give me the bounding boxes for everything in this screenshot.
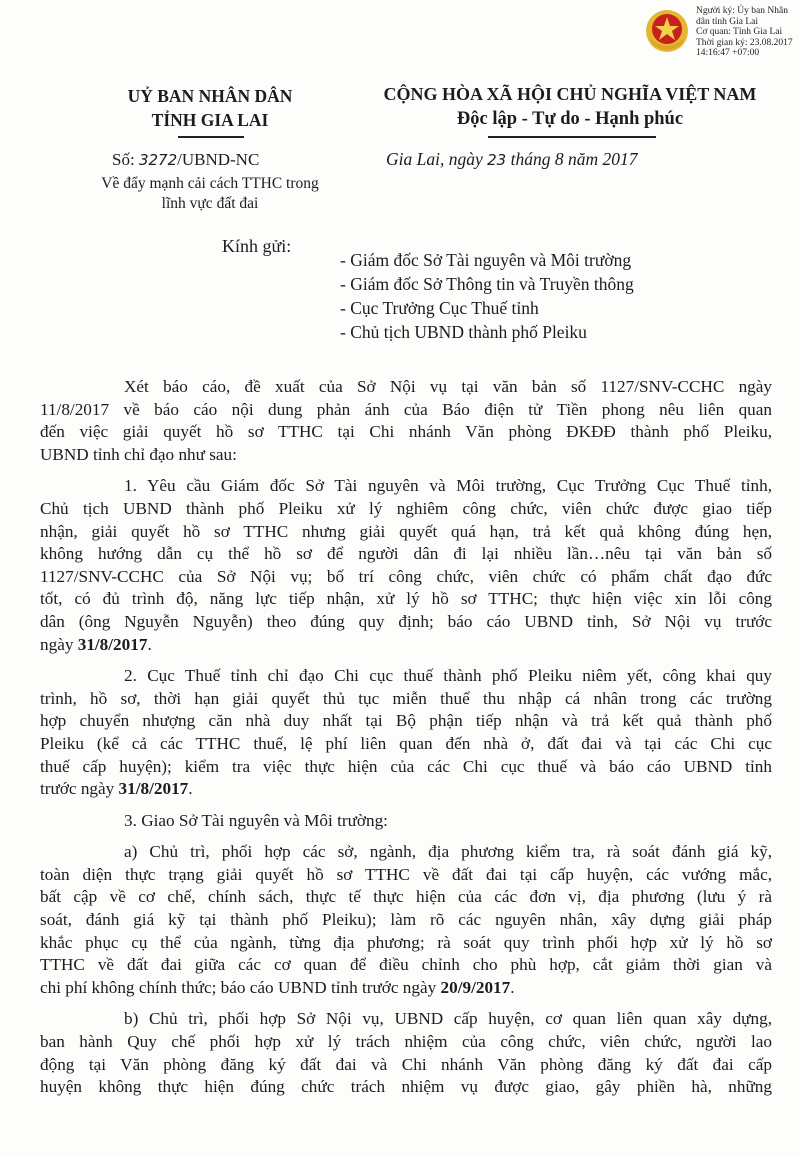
digital-signature-box [644, 6, 794, 66]
doc-number-handwritten: 3272 [138, 151, 178, 169]
nation-title: CỘNG HÒA XÃ HỘI CHỦ NGHĨA VIỆT NAM [383, 84, 757, 104]
body-line: 1127/SNV-CCHC của Sở Nội vụ; bố trí công chức, viên chức có phẩm chất đạo đức [40, 566, 772, 586]
signature-line: Cơ quan: Tỉnh Gia Lai [696, 27, 783, 37]
body-line: b) Chủ trì, phối hợp Sở Nội vụ, UBND cấp huyện, cơ quan liên quan xây dựng, [124, 1009, 772, 1029]
national-header [360, 82, 780, 132]
body-line: UBND tỉnh chỉ đạo như sau: [40, 444, 237, 464]
body-line: tốt, có đủ trình độ, năng lực tiếp nhận, xử lý hồ sơ TTHC; thực hiện việc xin lỗi công [40, 589, 772, 609]
body-line: soát, đánh giá kỹ tại thành phố Pleiku); làm rõ các nguyên nhân, xây dựng giải pháp [40, 910, 772, 930]
paragraph-3 [82, 810, 772, 833]
intro-paragraph [40, 376, 772, 466]
body-line: 11/8/2017 về báo cáo nội dung phản ánh của Báo điện tử Tiền phong nêu liên quan [40, 399, 772, 419]
body-line: ngày 31/8/2017. [40, 634, 152, 654]
paragraph-3a [40, 841, 772, 999]
body-line: a) Chủ trì, phối hợp các sở, ngành, địa phương kiểm tra, rà soát đánh giá kỹ, [124, 842, 772, 862]
paragraph-2 [40, 665, 772, 801]
body-line: 2. Cục Thuế tỉnh chỉ đạo Chi cục thuế thành phố Pleiku niêm yết, công khai quy [124, 666, 772, 686]
org-name-line2: TỈNH GIA LAI [151, 110, 269, 130]
body-line: TTHC về đất đai giữa các cơ quan để điều chỉnh cho phù hợp, cắt giảm thời gian và [40, 955, 772, 975]
body-line: Xét báo cáo, đề xuất của Sở Nội vụ tại văn bản số 1127/SNV-CCHC ngày [124, 377, 772, 396]
body-line: nhận, giải quyết hồ sơ TTHC nhưng giải quyết quá hạn, trả kết quả không đúng hẹn, [40, 521, 772, 541]
subject-line: Về đẩy mạnh cải cách TTHC trong [101, 175, 319, 192]
org-underline [178, 136, 244, 138]
body-line: toàn diện thực trạng giải quyết hồ sơ TTHC về đất đai tại cấp huyện, các vướng mắc, [40, 864, 772, 884]
motto-underline [488, 136, 656, 138]
national-emblem-icon [644, 8, 690, 54]
document-subject [60, 174, 360, 214]
body-line: động tại Văn phòng đăng ký đất đai và Chi nhánh Văn phòng đăng ký đất đai cấp [40, 1054, 772, 1074]
recipient-item: - Chủ tịch UBND thành phố Pleiku [340, 322, 587, 342]
signature-line: 14:16:47 +07:00 [696, 48, 760, 58]
body-line: 3. Giao Sở Tài nguyên và Môi trường: [124, 810, 388, 830]
body-line: hợp chuyển nhượng căn nhà duy nhất tại Bộ phận tiếp nhận và trả kết quả thành phố [40, 711, 772, 731]
recipient-item: - Giám đốc Sở Tài nguyên và Môi trường [340, 250, 632, 270]
body-line: ban hành Quy chế phối hợp xử lý trách nhiệm của công chức, viên chức, người lao [40, 1032, 772, 1052]
deadline-date: 31/8/2017 [118, 779, 189, 799]
date-suffix: tháng 8 năm 2017 [506, 149, 638, 169]
body-line: Pleiku (kể cả các TTHC thuế, lệ phí liên quan đến nhà ở, đất đai và tại các Chi cục [40, 733, 772, 753]
body-line: trình, hồ sơ, thời hạn giải quyết thủ tục miễn thuế thu nhập cá nhân trong các trường [40, 688, 772, 708]
body-line: khắc phục cụ thể của ngành, từng địa phương; rà soát quy trình phối hợp xử lý hồ sơ [40, 932, 772, 952]
signature-line: dân tỉnh Gia Lai [696, 16, 758, 27]
subject-line: lĩnh vực đất đai [161, 195, 259, 212]
date-prefix: Gia Lai, ngày [386, 149, 488, 169]
deadline-date: 20/9/2017 [440, 977, 511, 997]
body-line: đến việc giải quyết hồ sơ TTHC tại Chi nhánh Văn phòng ĐKĐĐ thành phố Pleiku, [40, 422, 772, 442]
signature-line: Người ký: Ủy ban Nhân [696, 6, 788, 16]
date-day-handwritten: 23 [487, 151, 507, 169]
signature-details [696, 6, 800, 59]
issuing-organization [60, 84, 360, 132]
body-line: không hướng dẫn cụ thể hồ sơ để người dân đi lại nhiều lần…nêu tại văn bản số [40, 544, 772, 564]
doc-number-suffix: /UBND-NC [177, 150, 260, 169]
body-line: 1. Yêu cầu Giám đốc Sở Tài nguyên và Môi trường, Cục Trưởng Cục Thuế tỉnh, [124, 476, 772, 496]
recipients-label: Kính gửi: [222, 236, 292, 256]
document-number [112, 150, 259, 170]
org-name-line1: UỶ BAN NHÂN DÂN [127, 86, 293, 106]
body-line: huyện không thực hiện đúng chức trách nhiệm vụ được giao, gây phiền hà, những [40, 1077, 772, 1097]
body-line: dân (ông Nguyễn Nguyễn) theo đúng quy định; báo cáo UBND tỉnh, Sở Nội vụ trước [40, 611, 772, 631]
doc-number-prefix: Số: [112, 150, 139, 169]
paragraph-1 [40, 475, 772, 656]
body-line: trước ngày 31/8/2017. [40, 779, 193, 799]
body-line: chi phí không chính thức; báo cáo UBND tỉnh trước ngày 20/9/2017. [40, 977, 515, 997]
recipient-item: - Cục Trưởng Cục Thuế tỉnh [340, 298, 539, 318]
paragraph-3b [40, 1008, 772, 1098]
document-body [40, 376, 772, 1099]
deadline-date: 31/8/2017 [77, 634, 148, 654]
body-line: bất cập về cơ chế, chính sách, thực tế thực hiện của các đơn vị, địa phương (lưu ý rà [40, 887, 772, 907]
body-line: thuế cấp huyện); kiểm tra việc thực hiện của các Chi cục thuế và báo cáo UBND tỉnh [40, 756, 772, 776]
recipient-item: - Giám đốc Sở Thông tin và Truyền thông [340, 274, 634, 294]
document-date [386, 149, 637, 170]
body-line: Chủ tịch UBND thành phố Pleiku xử lý nghiêm công chức, viên chức được giao tiếp [40, 498, 772, 518]
signature-line: Thời gian ký: 23.08.2017 [696, 37, 793, 48]
recipients-list [340, 248, 634, 344]
national-motto: Độc lập - Tự do - Hạnh phúc [456, 109, 684, 129]
